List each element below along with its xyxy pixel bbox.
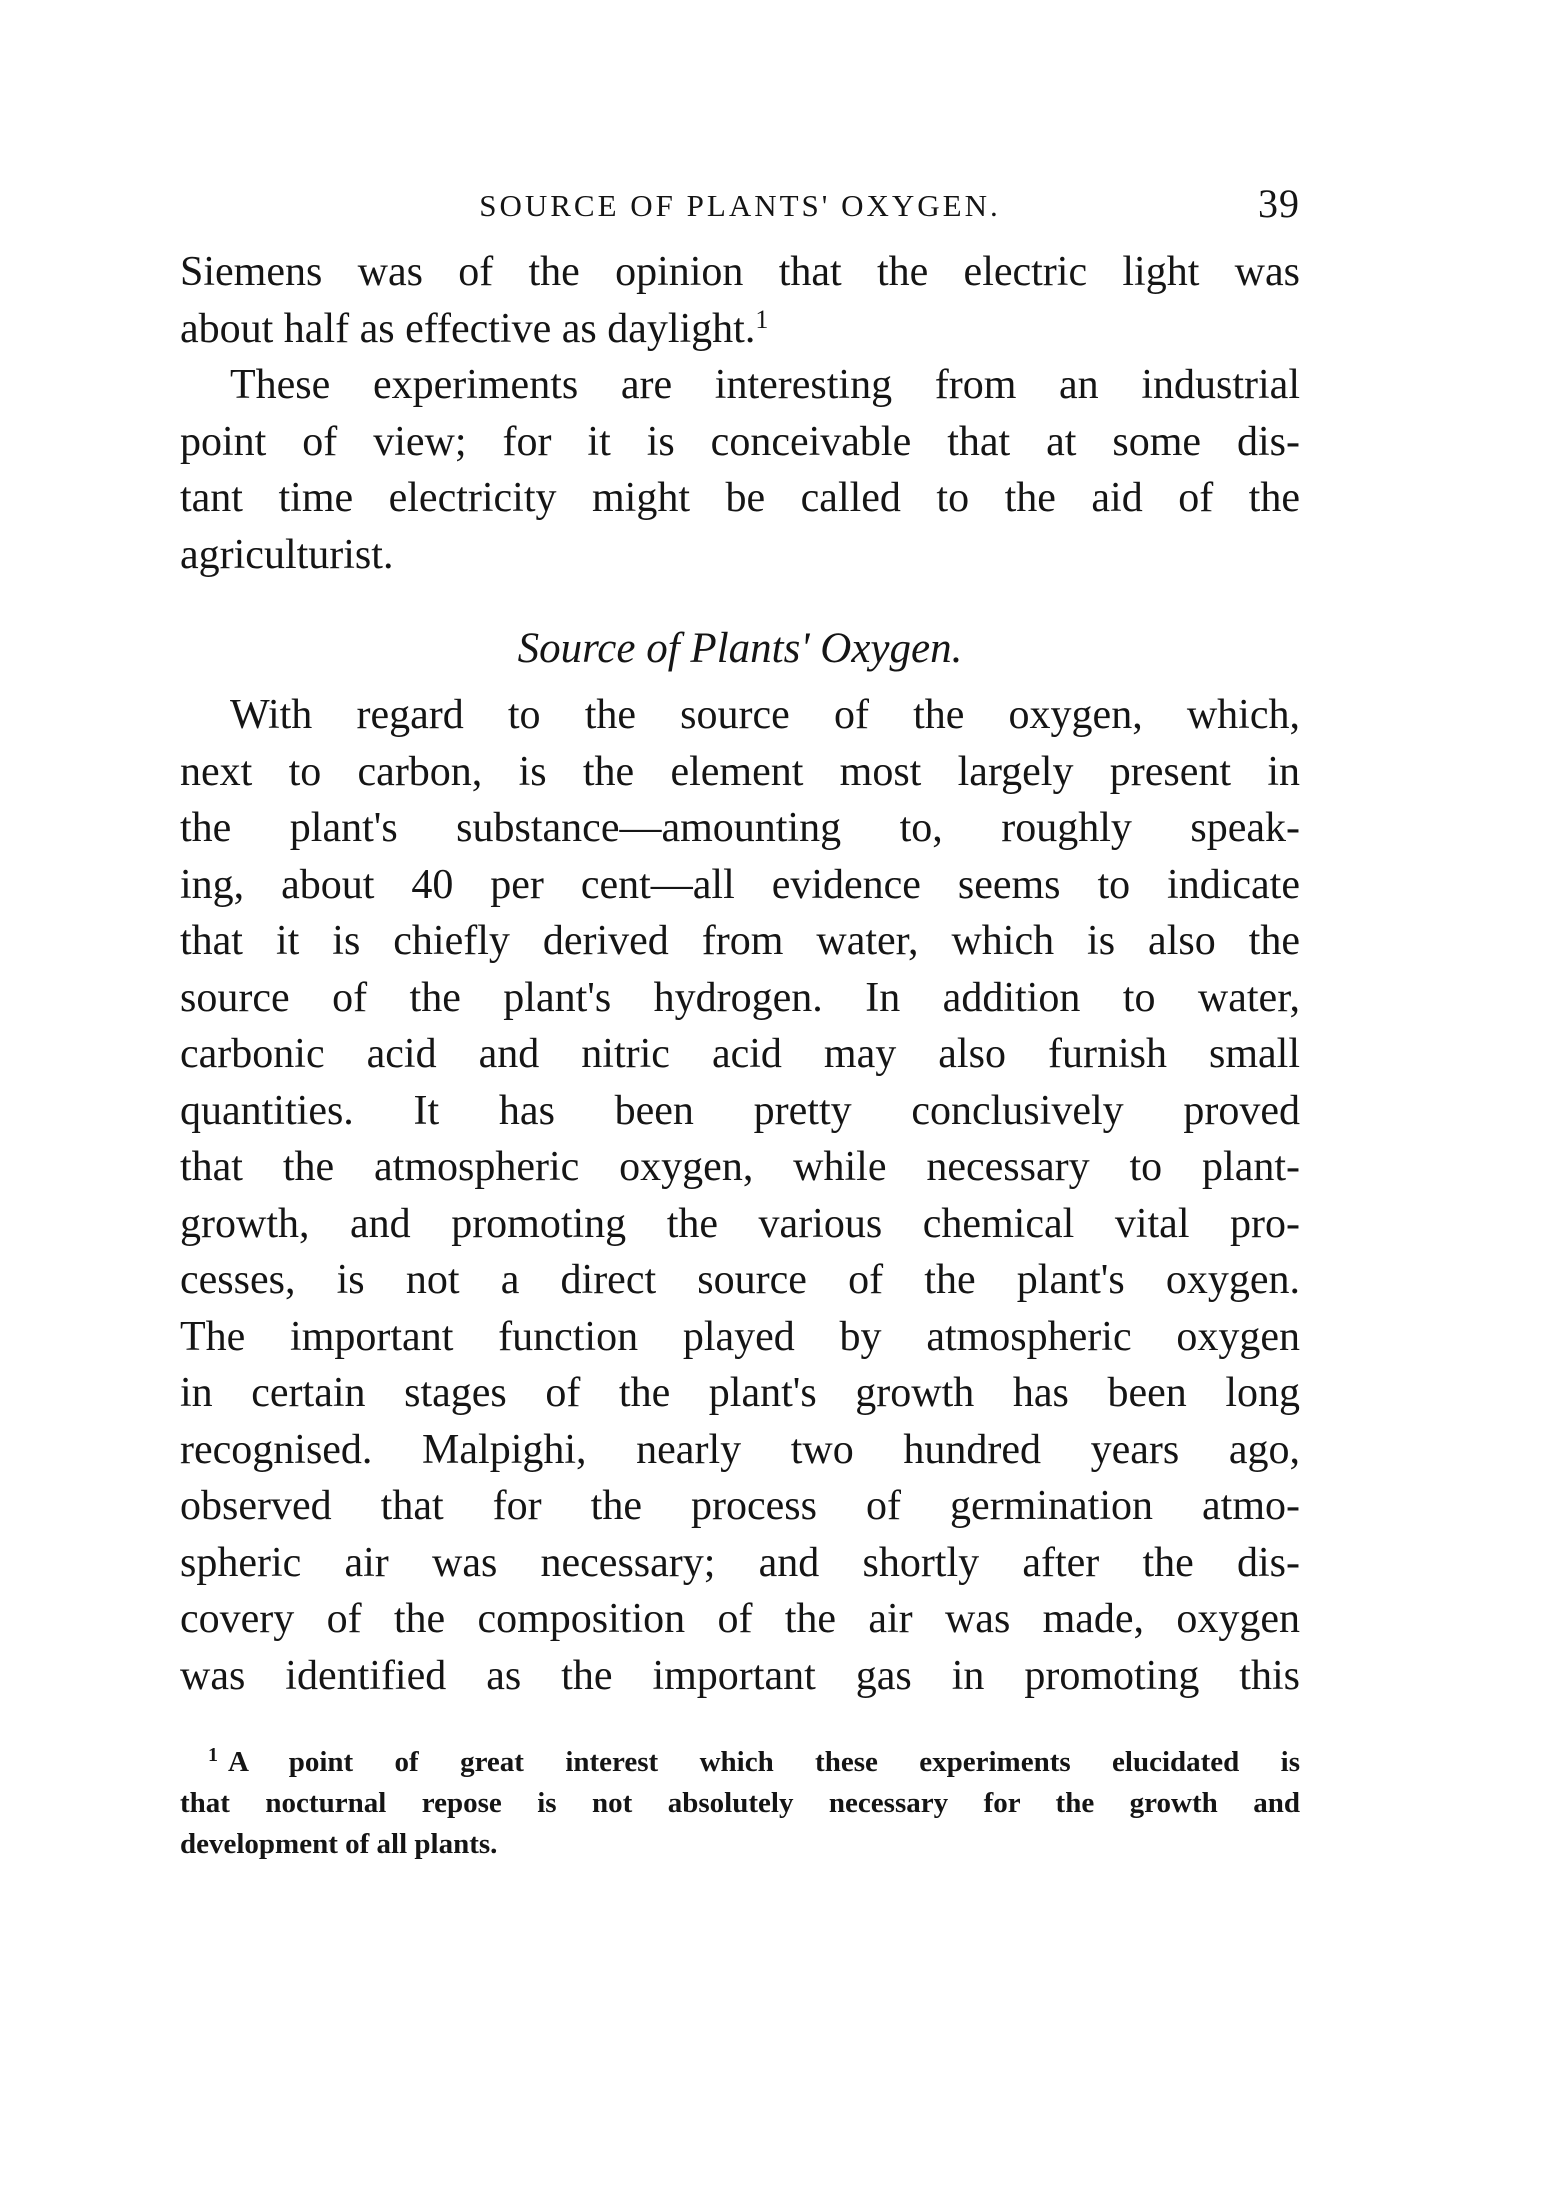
- paragraph-experiments: [180, 357, 1300, 583]
- running-head: [180, 170, 1300, 230]
- footnote-reference: 1: [755, 304, 769, 334]
- text-line: carbonic acid and nitric acid may also furnish small: [180, 1031, 1300, 1077]
- text-line: the plant's substance—amounting to, roughly speak-: [180, 805, 1300, 851]
- text-line-content: about half as effective as daylight.: [180, 305, 756, 352]
- body-text: [180, 244, 1300, 1704]
- text-line: ing, about 40 per cent—all evidence seems to indicate: [180, 861, 1300, 908]
- text-line: spheric air was necessary; and shortly after the dis-: [180, 1539, 1300, 1586]
- text-line: The important function played by atmospheric oxygen: [180, 1313, 1300, 1360]
- text-line: Siemens was of the opinion that the electric light was: [180, 249, 1300, 295]
- text-line: quantities. It has been pretty conclusively proved: [180, 1087, 1300, 1134]
- paragraph-oxygen-source: [180, 687, 1300, 1704]
- text-line: point of view; for it is conceivable that at some dis-: [180, 418, 1300, 465]
- text-line: in certain stages of the plant's growth has been long: [180, 1370, 1300, 1416]
- page-number: 39: [1258, 181, 1300, 226]
- book-page: [180, 170, 1300, 1865]
- text-line: observed that for the process of germination atmo-: [180, 1483, 1300, 1529]
- text-line: With regard to the source of the oxygen, which,: [230, 692, 1300, 738]
- footnotes: [180, 1742, 1300, 1865]
- text-line: tant time electricity might be called to the aid of the: [180, 475, 1300, 521]
- text-line: that it is chiefly derived from water, which is also the: [180, 918, 1300, 964]
- text-line: covery of the composition of the air was made, oxygen: [180, 1596, 1300, 1642]
- text-line: source of the plant's hydrogen. In addition to water,: [180, 974, 1300, 1021]
- text-line: growth, and promoting the various chemical vital pro-: [180, 1200, 1300, 1247]
- text-line: was identified as the important gas in promoting this: [180, 1652, 1300, 1699]
- footnote-text: A point of great interest which these experiments elucidated is: [228, 1746, 1300, 1778]
- text-line: These experiments are interesting from an industrial: [230, 362, 1300, 408]
- paragraph-siemens: [180, 244, 1300, 357]
- footnote-line: that nocturnal repose is not absolutely necessary for the growth and: [180, 1787, 1300, 1819]
- text-line: next to carbon, is the element most largely present in: [180, 748, 1300, 795]
- footnote-line: development of all plants.: [180, 1828, 498, 1860]
- footnote-marker: 1: [208, 1744, 218, 1766]
- text-line: cesses, is not a direct source of the plant's oxygen.: [180, 1257, 1300, 1303]
- text-line: agriculturist.: [180, 531, 394, 578]
- running-title: SOURCE OF PLANTS' OXYGEN.: [479, 188, 1001, 223]
- text-line: recognised. Malpighi, nearly two hundred years ago,: [180, 1426, 1300, 1473]
- text-line: that the atmospheric oxygen, while necessary to plant-: [180, 1144, 1300, 1190]
- section-heading: Source of Plants' Oxygen.: [517, 625, 963, 672]
- footnote-line: [180, 1742, 1300, 1783]
- text-line: [180, 301, 1300, 358]
